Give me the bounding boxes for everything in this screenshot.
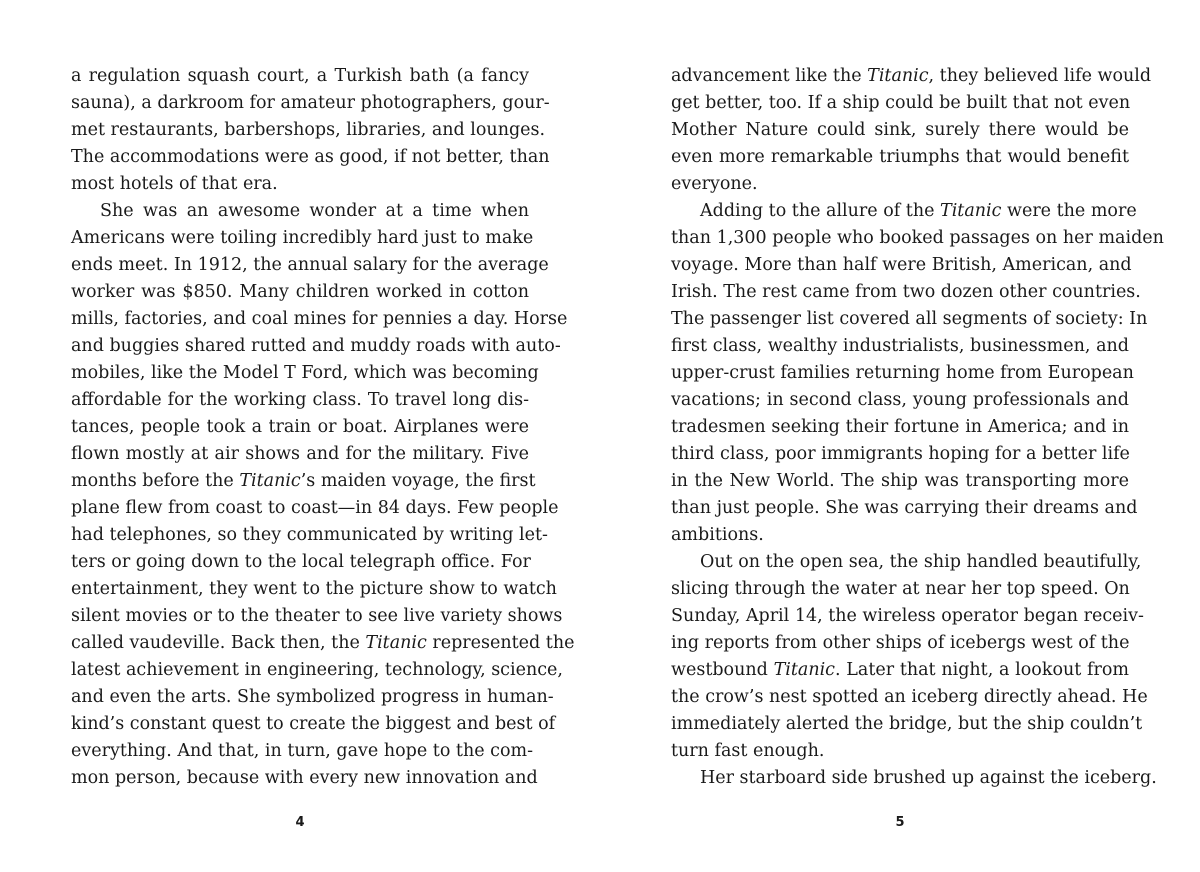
text-segment: third class, poor immigrants hoping for a better life <box>671 444 1130 464</box>
text-line <box>671 387 1129 414</box>
text-segment: sauna), a darkroom for amateur photographers, gour- <box>71 93 550 113</box>
text-line <box>671 360 1134 387</box>
text-segment: Americans were toiling incredibly hard just to make <box>71 228 534 248</box>
text-line <box>671 441 1129 468</box>
italic-title-text: Titanic <box>365 633 427 653</box>
text-segment: affordable for the working class. To travel long dis- <box>71 390 529 410</box>
text-line <box>71 117 546 144</box>
text-line <box>671 657 1129 684</box>
text-line <box>71 387 529 414</box>
text-line <box>71 63 529 90</box>
text-segment: , they believed life would <box>928 66 1152 86</box>
text-segment: even more remarkable triumphs that would benefit <box>671 147 1129 167</box>
text-segment: upper-crust families returning home from European <box>671 363 1134 383</box>
text-line <box>71 657 563 684</box>
text-segment: Her starboard side brushed up against the iceberg. <box>700 768 1157 788</box>
text-segment: turn fast enough. <box>671 741 825 761</box>
text-line <box>671 225 1164 252</box>
text-line <box>671 198 1137 225</box>
text-segment: called vaudeville. Back then, the <box>71 633 366 653</box>
text-line <box>671 90 1129 117</box>
text-line <box>671 63 1152 90</box>
text-segment: Irish. The rest came from two dozen other countries. <box>671 282 1141 302</box>
text-line <box>71 522 548 549</box>
text-line <box>71 549 529 576</box>
text-line <box>671 117 1129 144</box>
text-line <box>671 711 1143 738</box>
text-line <box>71 711 556 738</box>
text-line <box>671 306 1148 333</box>
text-segment: silent movies or to the theater to see live variety shows <box>71 606 563 626</box>
text-line <box>671 603 1144 630</box>
text-line <box>71 90 550 117</box>
text-line <box>71 252 549 279</box>
text-segment: had telephones, so they communicated by writing let- <box>71 525 548 545</box>
text-line <box>71 441 529 468</box>
text-segment: advancement like the <box>671 66 868 86</box>
italic-title-text: Titanic <box>773 660 835 680</box>
text-segment: She was an awesome wonder at a time when <box>100 201 529 221</box>
text-segment: mon person, because with every new innovation and <box>71 768 538 788</box>
text-segment: worker was $850. Many children worked in cotton <box>71 282 529 302</box>
text-line <box>71 333 561 360</box>
text-line <box>71 144 550 171</box>
text-segment: Sunday, April 14, the wireless operator began receiv- <box>671 606 1144 626</box>
text-line <box>71 684 554 711</box>
text-segment: represented the <box>426 633 575 653</box>
text-line <box>671 630 1129 657</box>
text-line <box>71 468 536 495</box>
text-line <box>71 171 529 198</box>
text-segment: Out on the open sea, the ship handled beautifully, <box>700 552 1142 572</box>
text-line <box>671 468 1129 495</box>
text-segment: get better, too. If a ship could be built that not even <box>671 93 1131 113</box>
right-page-number: 5 <box>895 815 905 830</box>
text-segment: and buggies shared rutted and muddy roads with auto- <box>71 336 561 356</box>
text-segment: everything. And that, in turn, gave hope to the com- <box>71 741 533 761</box>
left-page-text <box>71 63 575 792</box>
text-segment: mobiles, like the Model T Ford, which was becoming <box>71 363 539 383</box>
text-segment: flown mostly at air shows and for the military. Five <box>71 444 529 464</box>
text-segment: westbound <box>671 660 774 680</box>
text-segment: plane flew from coast to coast—in 84 days. Few people <box>71 498 559 518</box>
text-line <box>671 333 1129 360</box>
text-segment: latest achievement in engineering, technology, science, <box>71 660 563 680</box>
right-page-text <box>671 63 1164 792</box>
text-segment: than just people. She was carrying their dreams and <box>671 498 1138 518</box>
text-line <box>671 495 1138 522</box>
text-segment: most hotels of that era. <box>71 174 278 194</box>
italic-title-text: Titanic <box>940 201 1002 221</box>
text-segment: ends meet. In 1912, the annual salary for the average <box>71 255 549 275</box>
italic-title-text: Titanic <box>239 471 301 491</box>
text-segment: a regulation squash court, a Turkish bath (a fancy <box>71 66 529 86</box>
text-line <box>671 171 1129 198</box>
text-segment: Adding to the allure of the <box>700 201 941 221</box>
text-line <box>671 684 1148 711</box>
text-segment: first class, wealthy industrialists, businessmen, and <box>671 336 1129 356</box>
text-line <box>71 306 568 333</box>
text-line <box>71 630 575 657</box>
text-line <box>671 144 1129 171</box>
text-segment: The passenger list covered all segments of society: In <box>671 309 1148 329</box>
text-segment: kind’s constant quest to create the biggest and best of <box>71 714 556 734</box>
text-segment: in the New World. The ship was transporting more <box>671 471 1129 491</box>
text-segment: voyage. More than half were British, American, and <box>671 255 1132 275</box>
italic-title-text: Titanic <box>867 66 929 86</box>
text-line <box>71 738 533 765</box>
text-segment: ters or going down to the local telegraph office. For <box>71 552 531 572</box>
text-segment: ’s maiden voyage, the first <box>300 471 536 491</box>
text-line <box>671 279 1141 306</box>
text-segment: met restaurants, barbershops, libraries, and lounges. <box>71 120 546 140</box>
text-segment: tances, people took a train or boat. Airplanes were <box>71 417 529 437</box>
text-line <box>671 549 1142 576</box>
text-line <box>671 738 1129 765</box>
text-segment: months before the <box>71 471 240 491</box>
text-segment: tradesmen seeking their fortune in America; and in <box>671 417 1129 437</box>
text-segment: than 1,300 people who booked passages on her maiden <box>671 228 1164 248</box>
text-line <box>71 198 529 225</box>
text-segment: ing reports from other ships of icebergs west of the <box>671 633 1130 653</box>
text-line <box>671 576 1129 603</box>
text-line <box>71 576 557 603</box>
text-line <box>671 765 1157 792</box>
text-segment: ambitions. <box>671 525 764 545</box>
text-segment: vacations; in second class, young professionals and <box>671 390 1129 410</box>
text-line <box>71 414 529 441</box>
text-line <box>71 495 559 522</box>
text-segment: slicing through the water at near her top speed. On <box>671 579 1130 599</box>
text-line <box>671 522 1129 549</box>
text-segment: entertainment, they went to the picture show to watch <box>71 579 557 599</box>
text-segment: and even the arts. She symbolized progress in human- <box>71 687 554 707</box>
text-line <box>71 360 539 387</box>
text-line <box>671 252 1132 279</box>
text-line <box>671 414 1129 441</box>
text-segment: everyone. <box>671 174 758 194</box>
text-line <box>71 225 534 252</box>
text-line <box>71 765 538 792</box>
text-segment: the crow’s nest spotted an iceberg directly ahead. He <box>671 687 1148 707</box>
text-segment: The accommodations were as good, if not better, than <box>71 147 550 167</box>
text-line <box>71 603 563 630</box>
text-segment: immediately alerted the bridge, but the ship couldn’t <box>671 714 1143 734</box>
text-segment: mills, factories, and coal mines for pennies a day. Horse <box>71 309 568 329</box>
text-line <box>71 279 529 306</box>
text-segment: Mother Nature could sink, surely there would be <box>671 120 1129 140</box>
left-page-number: 4 <box>295 815 305 830</box>
text-segment: were the more <box>1001 201 1137 221</box>
text-segment: . Later that night, a lookout from <box>834 660 1129 680</box>
